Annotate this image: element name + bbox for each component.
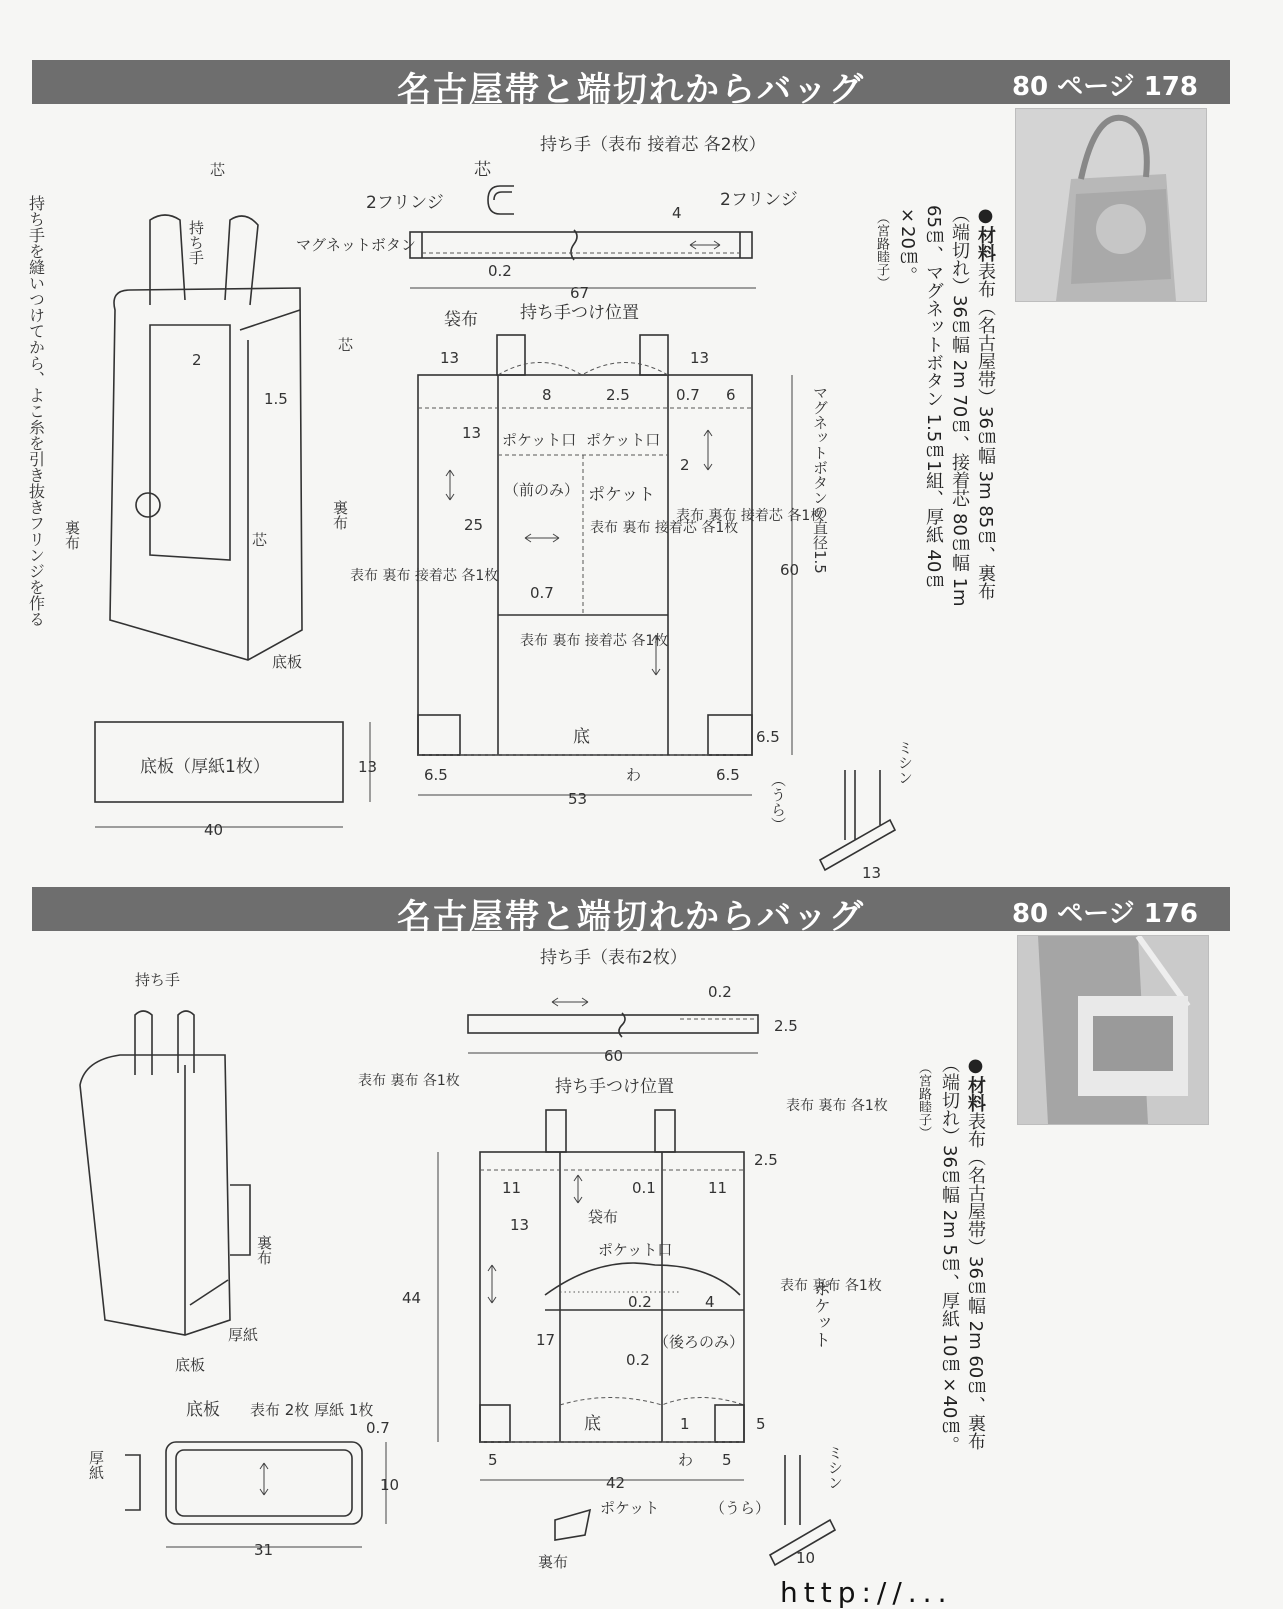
side-parts-left: 表布 裏布 各1枚	[358, 1073, 460, 1089]
fringe-right: 2フリンジ	[720, 190, 798, 210]
ill-core-2: 芯	[252, 531, 268, 549]
bag-cloth-label: 袋布	[588, 1208, 619, 1226]
handle-title: 持ち手（表布 接着芯 各2枚）	[540, 135, 766, 155]
dim-2-5: 2.5	[754, 1151, 778, 1169]
footer-url: http://...	[780, 1576, 953, 1609]
ill-lining-left: 裏布	[63, 520, 81, 550]
bag-width: 42	[606, 1474, 626, 1492]
page-reference: 80 ページ 178	[1011, 72, 1198, 102]
ill-core-3: 芯	[338, 336, 354, 354]
board-height: 10	[380, 1476, 400, 1494]
handle-seam: 0.2	[708, 983, 732, 1001]
atsugami-label: 厚紙	[87, 1450, 105, 1480]
dim-0-7: 0.7	[676, 386, 700, 404]
ill-handle: 持ち手	[135, 971, 181, 989]
dim-2-5: 2.5	[606, 386, 630, 404]
machine-label: ミシン	[896, 740, 914, 785]
dim-13-pocket: 13	[462, 424, 482, 442]
lining-detail-label: 裏布	[538, 1553, 569, 1571]
side-parts-right: 表布 裏布 各1枚	[786, 1098, 888, 1114]
ill-lining: 裏布	[331, 500, 349, 530]
dim-6-5-left: 6.5	[424, 766, 448, 784]
board-height: 13	[358, 758, 378, 776]
handle-strip	[468, 1015, 758, 1033]
credit: （宮路睦子）	[874, 211, 889, 289]
dim-13-left: 13	[440, 349, 460, 367]
bottom-label: 底	[584, 1414, 601, 1434]
pocket-label: ポケット	[588, 485, 656, 505]
bag-photo-1	[1015, 108, 1207, 302]
board-width: 40	[204, 821, 224, 839]
handle-title: 持ち手（表布2枚）	[540, 948, 687, 968]
bottom-board-label: 底板（厚紙1枚）	[140, 757, 270, 777]
bag-width: 53	[568, 790, 588, 808]
dim-0-7: 0.7	[366, 1419, 390, 1437]
page-reference: 80 ページ 176	[1011, 899, 1198, 929]
handle-position-label: 持ち手つけ位置	[520, 303, 639, 323]
dim-10-detail: 10	[796, 1549, 816, 1567]
ura-label: （うら）	[710, 1499, 771, 1517]
dim-6-5-side: 6.5	[756, 728, 780, 746]
bag-illustration	[110, 288, 302, 660]
section-title: 名古屋帯と端切れからバッグ	[397, 70, 865, 110]
section-header-1	[32, 60, 1230, 110]
handle-length: 67	[570, 284, 590, 302]
magnet-note: マグネットボタンの直径1.5	[811, 385, 829, 574]
pocket-detail-label: ポケット	[600, 1499, 660, 1517]
ill-atsugami: 厚紙	[228, 1326, 259, 1344]
pocket-parts: 表布 裏布 接着芯 各1枚	[590, 520, 739, 536]
section-header-2	[32, 887, 1230, 937]
side-parts-left: 表布 裏布 接着芯 各1枚	[350, 568, 499, 584]
board-width: 31	[254, 1541, 274, 1559]
dim-0-2-b: 0.2	[626, 1351, 650, 1369]
pocket-label: ポケット	[810, 1280, 830, 1348]
dim-6: 6	[726, 386, 736, 404]
dim-5-left: 5	[488, 1451, 498, 1469]
bag-photo-2	[1017, 935, 1209, 1125]
board-heading: 底板	[186, 1400, 220, 1420]
handle-fold-icon	[488, 186, 514, 214]
pattern-diagram-1	[0, 100, 1000, 890]
bag-cloth-label: 袋布	[444, 310, 478, 330]
ill-board: 底板	[272, 653, 303, 671]
dim-13-right: 13	[690, 349, 710, 367]
grain-arrow	[690, 241, 720, 249]
pocket-parts: 表布 裏布 各1枚	[780, 1278, 882, 1294]
ill-board: 底板	[175, 1356, 206, 1374]
board-parts: 表布 2枚 厚紙 1枚	[250, 1401, 374, 1419]
ura-label: （うら）	[769, 772, 787, 832]
materials-text: 表布（名古屋帯）36㎝幅 3m 85㎝、裏布（端切れ）36㎝幅 2m 70㎝、接着芯 80㎝幅 1m 65㎝、マグネットボタン 1.5㎝1組、厚紙 40㎝×20㎝。	[897, 205, 996, 607]
bag-height: 60	[780, 561, 800, 579]
dim-17: 17	[536, 1331, 556, 1349]
ill-core: 芯	[210, 161, 226, 179]
dim-13: 13	[510, 1216, 530, 1234]
side-parts-right: 表布 裏布 接着芯 各1枚	[676, 508, 825, 524]
pocket-mouth-left: ポケット口	[502, 431, 577, 449]
handle-core-label: 芯	[474, 160, 491, 180]
ill-dim-2: 2	[192, 351, 202, 369]
handle-width: 4	[672, 204, 682, 222]
back-only-label: （後ろのみ）	[654, 1333, 745, 1351]
materials-text: 表布（名古屋帯）36㎝幅 2m 60㎝、裏布（端切れ）36㎝幅 2m 5㎝、厚紙 10㎝×40㎝。	[939, 1055, 986, 1455]
dim-8: 8	[542, 386, 552, 404]
dim-5-right: 5	[722, 1451, 732, 1469]
fringe-left: 2フリンジ	[366, 193, 444, 213]
fold-label: わ	[678, 1451, 694, 1469]
ill-lining: 裏布	[255, 1235, 273, 1265]
dim-0-2-a: 0.2	[628, 1293, 652, 1311]
handle-seam: 0.2	[488, 262, 512, 280]
dim-6-5-right: 6.5	[716, 766, 740, 784]
dim-11-right: 11	[708, 1179, 728, 1197]
bag-height: 44	[402, 1289, 422, 1307]
pocket-mouth: ポケット口	[598, 1241, 673, 1259]
handle-length: 60	[604, 1047, 624, 1065]
dim-1: 1	[680, 1415, 690, 1433]
front-only-label: （前のみ）	[504, 481, 580, 499]
dim-5-side: 5	[756, 1415, 766, 1433]
materials-heading: ●材料	[965, 1055, 986, 1112]
dim-25: 25	[464, 516, 484, 534]
dim-0-7-pocket: 0.7	[530, 584, 554, 602]
dim-0-1: 0.1	[632, 1179, 656, 1197]
bottom-panel-parts: 表布 裏布 接着芯 各1枚	[520, 633, 669, 649]
materials-heading: ●材料	[975, 205, 996, 262]
dim-2: 2	[680, 456, 690, 474]
pocket-mouth-right: ポケット口	[586, 431, 661, 449]
ill-magnet: マグネットボタン	[296, 236, 416, 254]
pattern-diagram-2	[0, 935, 1000, 1575]
bottom-label: 底	[573, 727, 590, 747]
ill-dim-1-5: 1.5	[264, 390, 288, 408]
machine-label: ミシン	[826, 1445, 844, 1490]
credit: （宮路睦子）	[916, 1061, 931, 1139]
dim-13-detail: 13	[862, 864, 882, 882]
dim-11-left: 11	[502, 1179, 522, 1197]
handle-position-label: 持ち手つけ位置	[555, 1077, 674, 1097]
ill-handle: 持ち手	[187, 220, 205, 265]
dim-4: 4	[705, 1293, 715, 1311]
handle-width: 2.5	[774, 1017, 798, 1035]
fold-label: わ	[626, 766, 642, 784]
section-title: 名古屋帯と端切れからバッグ	[397, 897, 865, 937]
ill-note: 持ち手を縫いつけてから、よこ糸を引き抜きフリンジを作る	[26, 195, 46, 627]
